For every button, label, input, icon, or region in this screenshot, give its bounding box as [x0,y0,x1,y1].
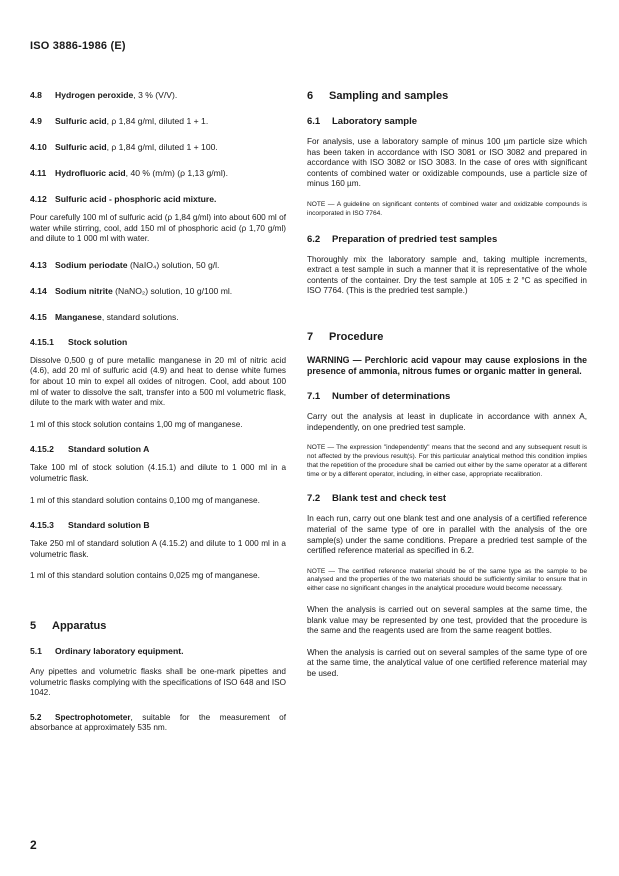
page-number: 2 [30,838,37,852]
clause-4-15-3: 4.15.3 Standard solution B [30,520,150,531]
paragraph-4-15-1a: Dissolve 0,500 g of pure metallic manganese in 20 ml of nitric acid (4.6), add 20 ml of sulfuric acid (4.9) and heat to dense white fumes for about 10 min to expel all oxides of nitrogen. Cool, add about 100 ml of water to dissolve the salt, transfer into a 500 ml volumetric flask, dilute to the mark with water and mix. [30,355,286,408]
paragraph-4-15-2a: Take 100 ml of stock solution (4.15.1) and dilute to 1 000 ml in a volumetric flask. [30,463,286,483]
section-7-2-heading: 7.2 Blank test and check test [307,493,447,505]
clause-4-10: 4.10 Sulfuric acid, ρ 1,84 g/ml, diluted 1 + 100. [30,142,218,152]
clause-4-12: 4.12 Sulfuric acid - phosphoric acid mixture. [30,194,217,204]
paragraph-4-12: Pour carefully 100 ml of sulfuric acid (ρ 1,84 g/ml) into about 600 ml of water while stirring, cool, add 150 ml of phosphoric acid (ρ 1,70 g/ml) and dilute to 1 000 ml with water. [30,213,286,244]
page-header: ISO 3886-1986 (E) [30,40,126,52]
paragraph-6-1: For analysis, use a laboratory sample of minus 100 µm particle size which has been taken in accordance with ISO 3081 or ISO 3082 and prepared in accordance with ISO 3082 or ISO 3083. In the case of ores with significant contents of combined water or oxidizable compounds, use a particle size of minus 160 µm. [307,137,587,189]
paragraph-5-1: Any pipettes and volumetric flasks shall be one-mark pipettes and volumetric flasks complying with the specifications of ISO 648 and ISO 1042. [30,666,286,698]
right-column [307,90,587,691]
clause-4-9: 4.9 Sulfuric acid, ρ 1,84 g/ml, diluted 1 + 1. [30,116,209,126]
section-7-heading: 7 Procedure [307,330,384,343]
paragraph-7-2b: When the analysis is carried out on several samples at the same time, the blank value may be represented by one test, provided that the procedure is the same and the reagents used are from the same reagent bottles. [307,605,587,636]
section-6-heading: 6 Sampling and samples [307,90,449,102]
clause-4-15-2: 4.15.2 Standard solution A [30,444,150,455]
paragraph-4-15-1b: 1 ml of this stock solution contains 1,00 mg of manganese. [30,419,243,429]
note-6-1: NOTE — A guideline on significant contents of combined water and oxidizable compounds is incorporated in ISO 7764. [307,200,587,217]
clause-4-8: 4.8 Hydrogen peroxide, 3 % (V/V). [30,90,178,100]
section-6-1-heading: 6.1 Laboratory sample [307,116,417,127]
clause-4-14: 4.14 Sodium nitrite (NaNO₂) solution, 10 g/100 ml. [30,285,233,296]
left-column [30,90,286,745]
paragraph-4-15-3a: Take 250 ml of standard solution A (4.15.2) and dilute to 1 000 ml in a volumetric flask. [30,539,286,559]
warning-text: WARNING — Perchloric acid vapour may cause explosions in the presence of ammonia, nitrous fumes or organic matter in general. [307,354,587,376]
paragraph-7-1: Carry out the analysis at least in duplicate in accordance with annex A, independently, on one predried test sample. [307,411,587,432]
clause-4-11: 4.11 Hydrofluoric acid, 40 % (m/m) (ρ 1,13 g/ml). [30,168,228,178]
clause-5-2: 5.2 Spectrophotometer, suitable for the measurement of absorbance at approximately 535 nm. [30,712,286,733]
paragraph-6-2: Thoroughly mix the laboratory sample and, taking multiple increments, extract a test sample in such a manner that it is representative of the whole contents of the container. Dry the test sample at 105 ± 2 °C as specified in ISO 7764. (This is the predried test sample.) [307,254,587,296]
paragraph-4-15-2b: 1 ml of this standard solution contains 0,100 mg of manganese. [30,495,260,505]
section-5-heading: 5 Apparatus [30,619,107,632]
clause-5-1: 5.1 Ordinary laboratory equipment. [30,645,184,656]
paragraph-4-15-3b: 1 ml of this standard solution contains 0,025 mg of manganese. [30,571,260,581]
section-6-2-heading: 6.2 Preparation of predried test samples [307,233,498,245]
section-7-1-heading: 7.1 Number of determinations [307,390,451,402]
clause-4-15-1: 4.15.1 Stock solution [30,336,128,347]
paragraph-7-2c: When the analysis is carried out on several samples of the same type of ore at the same time, the analytical value of one certified reference material may be used. [307,647,587,679]
paragraph-7-2: In each run, carry out one blank test and one analysis of a certified reference material of the same type of ore in parallel with the analysis of the ore sample(s) under the same conditions. Prepare a predried test sample of the certified reference material as specified in 6.2. [307,514,587,556]
note-7-1: NOTE — The expression "independently" means that the second and any subsequent result is not affected by the previous result(s). For this particular analytical method this condition implies that the repetition of the procedure shall be carried out either by the same operator at a different time or by a different operator, including, in either case, appropriate recalibration. [307,444,587,478]
clause-4-13: 4.13 Sodium periodate (NaIO₄) solution, 50 g/l. [30,259,220,270]
note-7-2: NOTE — The certified reference material should be of the same type as the sample to be analysed and the properties of the two materials should be sufficiently similar to ensure that in either case no significant changes in the analytical procedure would become necessary. [307,567,587,593]
clause-4-15: 4.15 Manganese, standard solutions. [30,311,179,322]
